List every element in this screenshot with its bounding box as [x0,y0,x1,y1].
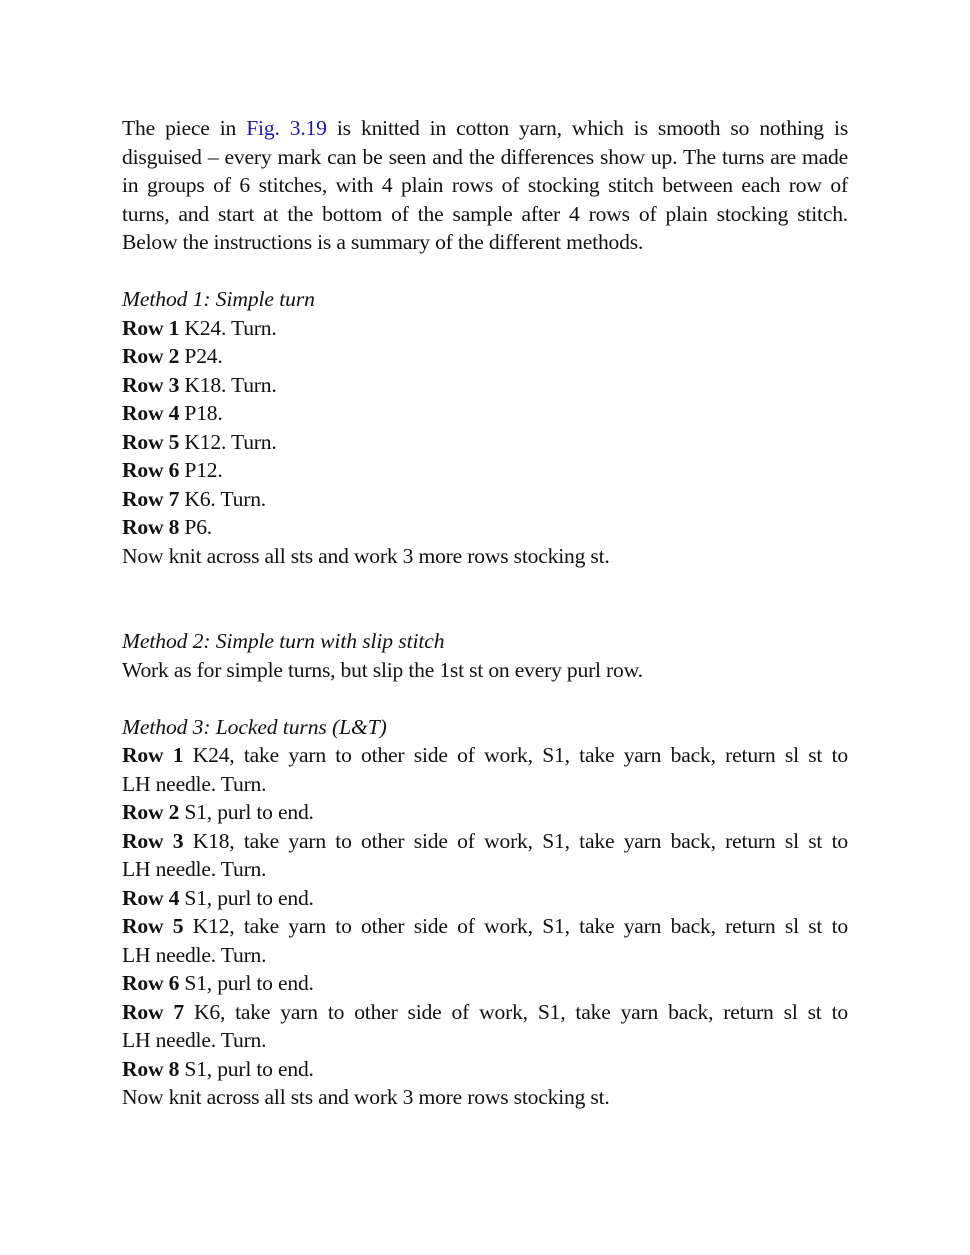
row-label: Row 4 [122,401,180,425]
row-label: Row 8 [122,515,180,539]
method1-row [122,428,848,457]
row-text: K24. Turn. [179,315,277,340]
row-label: Row 6 [122,971,180,995]
row-text: K24, take yarn to other side of work, S1, take yarn back, return sl st to [183,743,848,767]
method3-row [122,798,848,827]
intro-text-end: is knitted in cotton yarn, which is smooth so nothing is disguised – every mark can be seen and the differences show up. The turns are made in groups of 6 stitches, with 4 plain rows of stocking stitch between each row of turns, and start at the bottom of the sample after 4 rows of plain stocking stitch. Below the instructions is a summary of the different methods. [122,116,849,254]
row-text: S1, purl to end. [179,885,314,910]
method1-row [122,485,848,514]
row-label: Row 1 [122,743,184,767]
row-label: Row 1 [122,315,180,340]
method3-row-continuation: LH needle. Turn. [122,1028,267,1052]
method3-row [122,969,848,998]
row-label: Row 2 [122,344,180,368]
method3-row [122,827,848,856]
row-text: P18. [179,401,223,425]
row-text: S1, purl to end. [179,971,314,995]
row-text: K6. Turn. [179,486,266,511]
method3-row [122,741,848,770]
intro-paragraph [122,114,848,257]
row-label: Row 5 [122,914,184,938]
intro-text-start: The piece in [122,116,247,140]
row-text: P12. [179,458,223,482]
spacer [122,257,848,286]
method1-heading: Method 1: Simple turn [122,287,315,311]
row-text: P6. [179,515,212,539]
method1-row [122,342,848,371]
method3-row [122,884,848,913]
method1-row [122,399,848,428]
row-text: K12. Turn. [179,429,277,454]
method3-row-continuation: LH needle. Turn. [122,942,267,967]
method2-text: Work as for simple turns, but slip the 1st st on every purl row. [122,657,643,682]
row-text: K6, take yarn to other side of work, S1, take yarn back, return sl st to [183,999,848,1024]
row-label: Row 3 [122,828,184,853]
row-label: Row 4 [122,885,180,910]
row-label: Row 5 [122,429,180,454]
row-label: Row 6 [122,458,180,482]
row-label: Row 2 [122,800,180,824]
method1-row [122,456,848,485]
method1-row [122,371,848,400]
row-label: Row 7 [122,999,184,1024]
row-label: Row 7 [122,486,180,511]
figure-link[interactable]: Fig. 3.19 [246,116,327,140]
method3-rows [122,741,848,1083]
spacer [122,599,848,628]
method3-row [122,912,848,941]
method2-heading: Method 2: Simple turn with slip stitch [122,629,445,653]
method3-row-continuation: LH needle. Turn. [122,771,267,796]
method3-row-continuation: LH needle. Turn. [122,857,267,881]
method1-row [122,513,848,542]
row-label: Row 8 [122,1056,180,1081]
method1-row [122,314,848,343]
spacer [122,684,848,713]
row-text: K18, take yarn to other side of work, S1, take yarn back, return sl st to [183,828,848,853]
method1-closing: Now knit across all sts and work 3 more rows stocking st. [122,543,610,568]
method3-row [122,1055,848,1084]
row-text: K18. Turn. [179,372,277,397]
row-text: P24. [179,344,223,368]
method3-row [122,998,848,1027]
method1-rows [122,314,848,542]
row-label: Row 3 [122,372,180,397]
method3-closing: Now knit across all sts and work 3 more rows stocking st. [122,1085,610,1109]
row-text: S1, purl to end. [179,1056,314,1081]
row-text: S1, purl to end. [179,800,314,824]
spacer [122,570,848,599]
method3-heading: Method 3: Locked turns (L&T) [122,714,387,739]
page-content [122,114,848,1112]
row-text: K12, take yarn to other side of work, S1, take yarn back, return sl st to [183,914,848,938]
